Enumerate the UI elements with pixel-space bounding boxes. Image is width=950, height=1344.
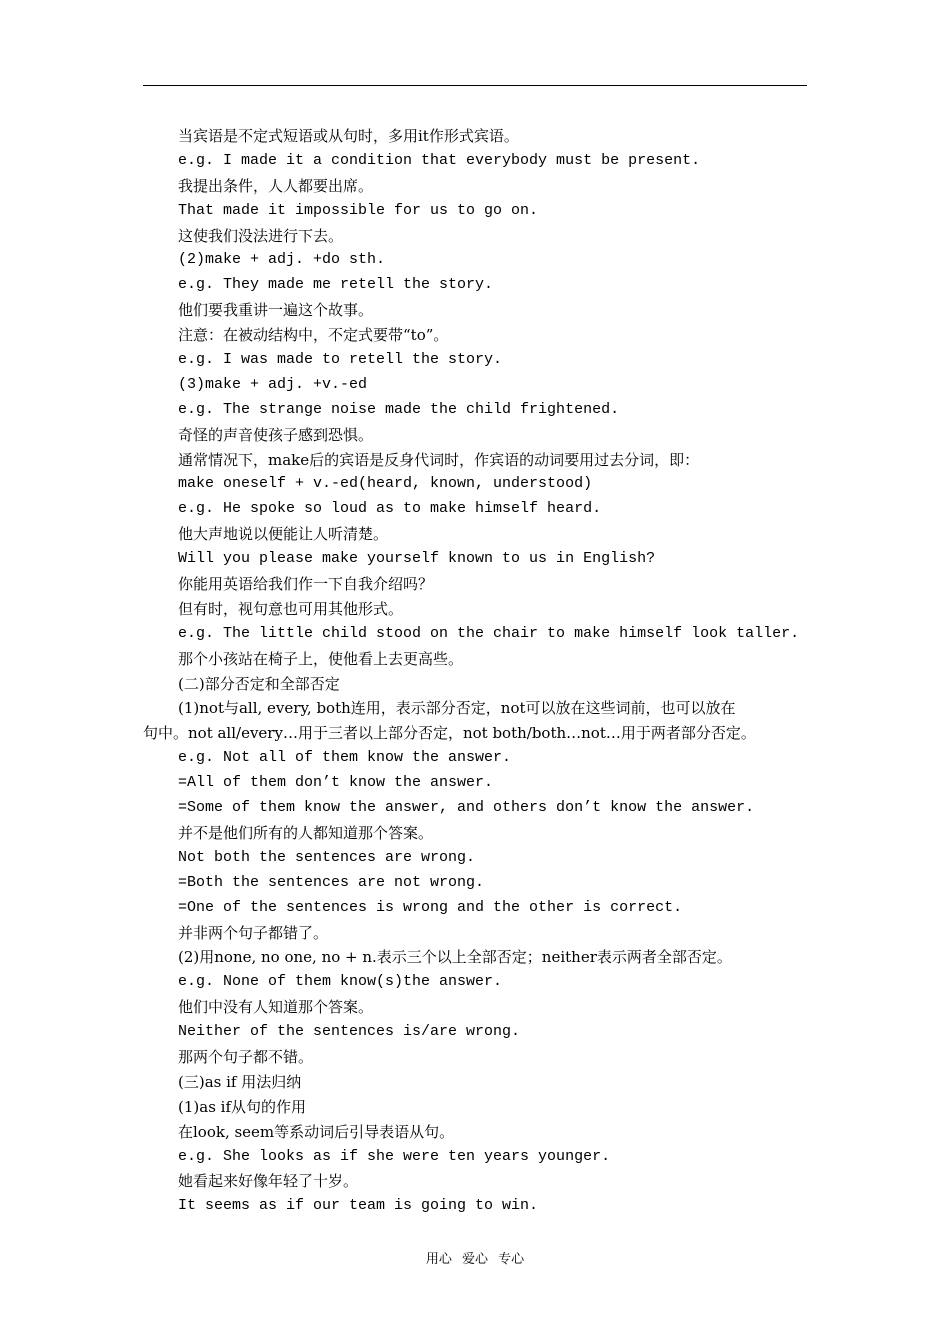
text-line: 那个小孩站在椅子上，使他看上去更高些。 — [178, 649, 464, 668]
text-line: e.g. None of them know(s)the answer. — [178, 973, 503, 991]
text-line: e.g. I made it a condition that everybody must be present. — [178, 151, 701, 169]
text-line: Not both the sentences are wrong. — [178, 848, 476, 866]
text-line: It seems as if our team is going to win. — [178, 1197, 539, 1215]
text-line: 并不是他们所有的人都知道那个答案。 — [178, 823, 434, 842]
section-heading: (二)部分否定和全部否定 — [178, 674, 340, 693]
page-footer: 用心 爱心 专心 — [425, 1252, 525, 1267]
text-line: 她看起来好像年轻了十岁。 — [178, 1172, 359, 1191]
text-line: 他们要我重讲一遍这个故事。 — [178, 301, 374, 320]
text-line: =All of them don’t know the answer. — [178, 774, 494, 792]
text-line: 注意：在被动结构中，不定式要带“to”。 — [178, 326, 449, 345]
text-line: (1)not与all, every, both连用，表示部分否定，not可以放在这些词前，也可以放在 — [178, 699, 736, 718]
body-text — [143, 124, 808, 1219]
text-line: =Some of them know the answer, and others don’t know the answer. — [178, 799, 755, 817]
text-line: 句中。not all/every…用于三者以上部分否定，not both/both…not…用于两者部分否定。 — [143, 724, 756, 743]
text-line: That made it impossible for us to go on. — [178, 201, 539, 219]
section-heading: (三)as if 用法归纳 — [178, 1072, 302, 1091]
text-line: e.g. The little child stood on the chair to make himself look taller. — [178, 624, 800, 642]
text-line: make oneself + v.-ed(heard, known, understood) — [178, 475, 593, 493]
text-line: 那两个句子都不错。 — [178, 1047, 314, 1066]
text-line: 他们中没有人知道那个答案。 — [178, 998, 374, 1017]
text-line: Will you please make yourself known to us in English? — [178, 550, 656, 568]
text-line: 但有时，视句意也可用其他形式。 — [178, 599, 404, 618]
text-line: 他大声地说以便能让人听清楚。 — [178, 525, 389, 544]
text-line: =One of the sentences is wrong and the other is correct. — [178, 898, 683, 916]
text-line: 这使我们没法进行下去。 — [178, 226, 344, 245]
text-line: (2)make + adj. +do sth. — [178, 251, 386, 269]
text-line: (3)make + adj. +v.-ed — [178, 375, 368, 393]
text-line: e.g. I was made to retell the story. — [178, 351, 503, 369]
text-line: 并非两个句子都错了。 — [178, 923, 329, 942]
text-line: 你能用英语给我们作一下自我介绍吗？ — [178, 575, 434, 594]
text-line: (2)用none, no one, no + n.表示三个以上全部否定；neither表示两者全部否定。 — [178, 948, 732, 967]
header-rule — [143, 85, 807, 86]
text-line: Neither of the sentences is/are wrong. — [178, 1023, 521, 1041]
text-line: (1)as if从句的作用 — [178, 1097, 307, 1116]
text-line: 我提出条件，人人都要出席。 — [178, 176, 374, 195]
text-line: e.g. They made me retell the story. — [178, 276, 494, 294]
text-line: =Both the sentences are not wrong. — [178, 873, 485, 891]
text-line: e.g. He spoke so loud as to make himself heard. — [178, 500, 602, 518]
text-line: 当宾语是不定式短语或从句时，多用it作形式宾语。 — [178, 127, 519, 145]
text-line: 通常情况下，make后的宾语是反身代词时，作宾语的动词要用过去分词，即： — [178, 450, 700, 469]
text-line: e.g. She looks as if she were ten years younger. — [178, 1147, 611, 1165]
text-line: e.g. The strange noise made the child frightened. — [178, 400, 620, 418]
text-line: 在look, seem等系动词后引导表语从句。 — [178, 1122, 455, 1141]
text-line: 奇怪的声音使孩子感到恐惧。 — [178, 425, 374, 444]
text-line: e.g. Not all of them know the answer. — [178, 749, 512, 767]
